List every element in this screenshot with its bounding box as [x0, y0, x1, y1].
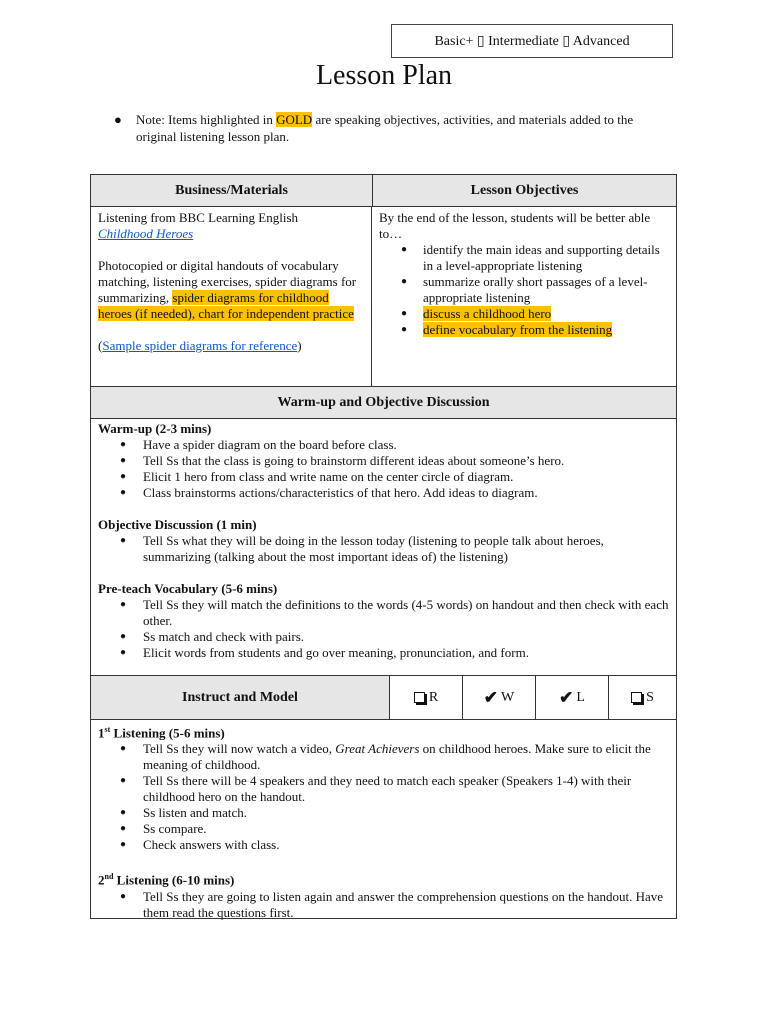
objective-discussion-list [98, 533, 669, 565]
gold-highlight: GOLD [276, 112, 313, 127]
list-item: ● discuss a childhood hero [379, 306, 669, 322]
list-item: ● Have a spider diagram on the board before class. [98, 437, 669, 453]
level-options: Basic+ ▯ Intermediate ▯ Advanced [434, 33, 630, 49]
list-item: ● Tell Ss there will be 4 speakers and they need to match each speaker (Speakers 1-4) with their childhood hero on the handout. [98, 773, 669, 805]
warmup-section [90, 387, 677, 676]
objectives-list [379, 242, 669, 338]
list-item: ● Check answers with class. [98, 837, 669, 853]
list-item: ● identify the main ideas and supporting details in a level-appropriate listening [379, 242, 669, 274]
checkbox-empty-icon [414, 692, 425, 703]
objectives-cell [372, 207, 676, 387]
list-item: ● Elicit 1 hero from class and write name on the center circle of diagram. [98, 469, 669, 485]
page-title: Lesson Plan [315, 60, 453, 91]
checkbox-empty-icon [631, 692, 642, 703]
note-text: Note: Items highlighted in GOLD are speaking objectives, activities, and materials added to the original listening lesson plan. [136, 112, 634, 144]
warmup-header: Warm-up and Objective Discussion [91, 387, 676, 419]
list-item: ● Tell Ss what they will be doing in the lesson today (listening to people talk about heroes, summarizing (talking about the most important ideas of) the listening) [98, 533, 669, 565]
skill-speaking[interactable]: S [609, 676, 676, 719]
materials-cell [91, 207, 372, 387]
list-item: ● Elicit words from students and go over meaning, pronunciation, and form. [98, 645, 669, 661]
objectives-intro: By the end of the lesson, students will be better able to… [379, 210, 651, 241]
second-listening-title: 2nd Listening (6-10 mins) [98, 872, 235, 888]
listening-section [90, 720, 677, 919]
list-item: ● define vocabulary from the listening [379, 322, 669, 338]
level-selector [391, 24, 673, 58]
first-listening-list [98, 741, 669, 853]
list-item: ● Ss listen and match. [98, 805, 669, 821]
list-item: ● summarize orally short passages of a level-appropriate listening [379, 274, 669, 306]
checkmark-icon: ✔ [559, 687, 574, 707]
materials-objectives-table [90, 174, 677, 387]
materials-header: Business/Materials [91, 175, 373, 206]
vocab-title: Pre-teach Vocabulary (5-6 mins) [98, 581, 278, 596]
list-item: ● Ss compare. [98, 821, 669, 837]
materials-list: Photocopied or digital handouts of vocabulary matching, listening exercises, spider diagrams for summarizing, spider diagrams for childhood heroes (if needed), chart for independent practice [98, 258, 357, 321]
materials-highlight: spider diagrams for childhood heroes (if needed), chart for independent practice [98, 290, 354, 321]
checkmark-icon: ✔ [483, 687, 499, 707]
materials-line: Listening from BBC Learning English [98, 210, 299, 225]
list-item: ● Tell Ss they are going to listen again and answer the comprehension questions on the handout. Have them read the questions first. [98, 889, 669, 921]
reference-line: (Sample spider diagrams for reference) [98, 338, 302, 353]
list-item: ● Class brainstorms actions/characteristics of that hero. Add ideas to diagram. [98, 485, 669, 501]
skill-reading[interactable]: R [390, 676, 463, 719]
objectives-header: Lesson Objectives [470, 182, 579, 198]
instruct-model-row [90, 676, 677, 720]
list-item: ● Ss match and check with pairs. [98, 629, 669, 645]
vocab-list [98, 597, 669, 661]
warmup-list [98, 437, 669, 501]
objective-discussion-title: Objective Discussion (1 min) [98, 517, 257, 532]
note [114, 111, 674, 145]
sample-spider-link[interactable]: Sample spider diagrams for reference [102, 338, 298, 353]
bullet-icon: ● [114, 112, 122, 127]
warmup-title: Warm-up (2-3 mins) [98, 421, 212, 436]
list-item: ● Tell Ss they will now watch a video, Great Achievers on childhood heroes. Make sure to elicit the meaning of childhood. [98, 741, 669, 773]
skill-listening[interactable]: ✔ L [536, 676, 609, 719]
first-listening-title: 1st Listening (5-6 mins) [98, 725, 225, 741]
second-listening-list [98, 889, 669, 921]
childhood-heroes-link[interactable]: Childhood Heroes [98, 226, 194, 241]
skill-writing[interactable]: ✔ W [463, 676, 536, 719]
instruct-header: Instruct and Model [91, 676, 390, 719]
list-item: ● Tell Ss that the class is going to brainstorm different ideas about someone’s hero. [98, 453, 669, 469]
list-item: ● Tell Ss they will match the definitions to the words (4-5 words) on handout and then check with each other. [98, 597, 669, 629]
